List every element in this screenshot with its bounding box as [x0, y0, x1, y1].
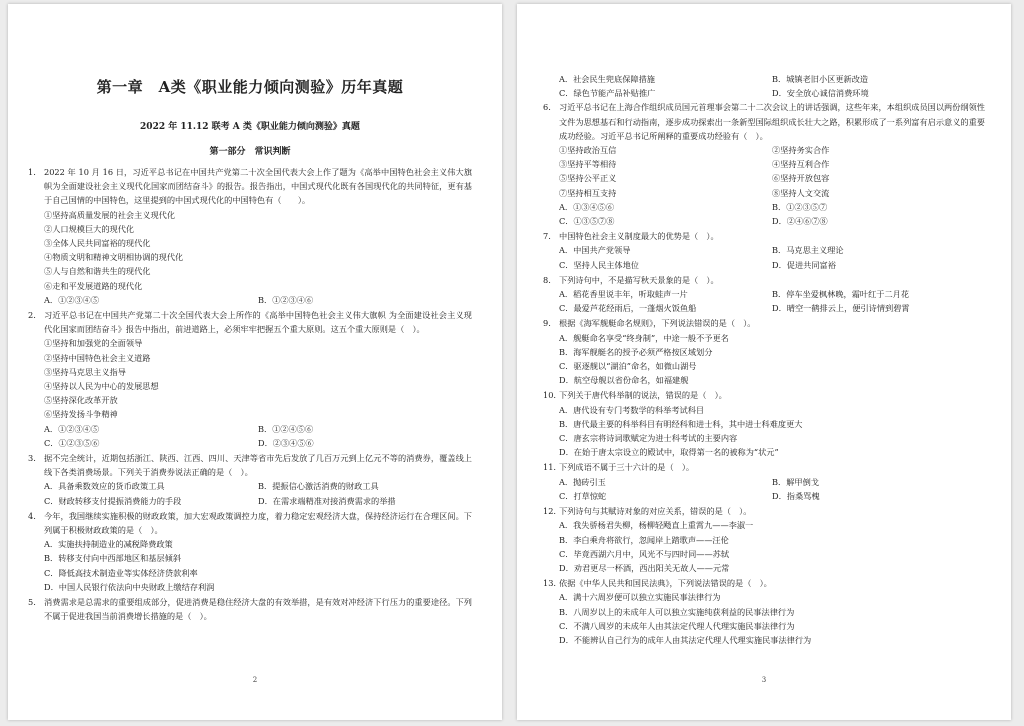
- statement-item: ④坚持互利合作: [772, 159, 830, 170]
- answer-option: D．安全放心诚信消费环境: [772, 88, 869, 99]
- answer-option: A．具备乘数效应的货币政策工具: [44, 481, 165, 492]
- statement-item: ⑥坚持发扬斗争精神: [44, 409, 118, 420]
- question-number: 3.: [28, 453, 36, 464]
- question: [28, 308, 472, 450]
- answer-options: [543, 287, 985, 315]
- answer-options: [543, 518, 985, 575]
- statement-item: ②坚持中国特色社会主义道路: [44, 352, 151, 363]
- page-3: [517, 4, 1011, 720]
- answer-options: [543, 590, 985, 647]
- page-3-content: [543, 72, 985, 648]
- answer-option: A．社会民生兜底保障措施: [559, 74, 655, 84]
- question: [28, 165, 472, 307]
- page-2-content: [28, 76, 472, 625]
- answer-option: D．促进共同富裕: [772, 259, 836, 270]
- question-text: 中国特色社会主义制度最大的优势是（ ）。: [559, 231, 719, 242]
- question-stem: [543, 504, 985, 518]
- statement-item: ⑤坚持深化改革开放: [44, 395, 118, 406]
- question-stem: [543, 273, 985, 287]
- question-stem: [543, 100, 985, 143]
- answer-option: A．舰艇命名享受“终身制”，中途一般不予更名: [559, 332, 729, 343]
- answer-option: A．我失骄杨君失柳，杨柳轻飏直上重霄九——李淑一: [559, 520, 754, 531]
- answer-option: C．驱逐舰以“湖泊”命名，如微山湖号: [559, 361, 697, 372]
- question-stem: [28, 451, 472, 479]
- question-number: 4.: [28, 510, 36, 521]
- answer-option: A．实施扶持制造业的减税降费政策: [44, 539, 173, 550]
- question-number: 7.: [543, 231, 551, 242]
- question: [543, 460, 985, 503]
- answer-option: B．提振信心激活消费的财政工具: [258, 481, 379, 492]
- question-text: 据不完全统计，近期包括浙江、陕西、江西、四川、天津等省市先后发放了几百万元到上亿元不等的消费券，覆盖线上线下各类消费场景。下列关于消费券说法正确的是（ ）。: [44, 453, 472, 478]
- question-text: 根据《海军舰艇命名规则》，下列说法错误的是（ ）。: [559, 318, 756, 329]
- answer-option: B．李白乘舟将欲行，忽闻岸上踏歌声——汪伦: [559, 534, 729, 545]
- statement-item: ⑥走和平发展道路的现代化: [44, 280, 143, 291]
- question-text: 依据《中华人民共和国民法典》，下列说法错误的是（ ）。: [559, 578, 772, 589]
- statement-item: ⑤坚持公平正义: [559, 173, 617, 184]
- answer-option: B．停车坐爱枫林晚，霜叶红于二月花: [772, 289, 910, 300]
- answer-option: C．毕竟西湖六月中，风光不与四时同——苏轼: [559, 548, 730, 559]
- answer-option: A．①②③④⑤: [44, 423, 100, 434]
- question: [543, 273, 985, 316]
- statement-item: ③全体人民共同富裕的现代化: [44, 238, 151, 249]
- question-text: 消费需求是总需求的重要组成部分，促进消费是稳住经济大盘的有效举措，是有效对冲经济下行压力的重要途径。下列不属于促进我国当前消费增长措施的是（ ）。: [44, 597, 472, 622]
- answer-option: D．晴空一鹤排云上，便引诗情到碧霄: [772, 303, 910, 314]
- continued-options: [543, 72, 985, 100]
- question-number: 5.: [28, 597, 36, 608]
- answer-options: [543, 403, 985, 460]
- answer-options: [543, 475, 985, 503]
- answer-option: B．转移支付向中西部地区和基层倾斜: [44, 553, 182, 564]
- statement-item: ③坚持平等相待: [559, 159, 617, 170]
- question: [543, 504, 985, 575]
- question: [543, 100, 985, 228]
- answer-option: C．降低高技术制造业等实体经济贷款利率: [44, 567, 198, 578]
- answer-option: C．绿色节能产品补贴推广: [559, 88, 656, 99]
- question-number: 6.: [543, 102, 551, 113]
- statement-item: ②人口规模巨大的现代化: [44, 223, 135, 234]
- answer-options: [28, 293, 472, 307]
- answer-option: C．坚持人民主体地位: [559, 259, 639, 270]
- question-stem: [543, 388, 985, 402]
- answer-options: [543, 331, 985, 388]
- answer-option: B．①②④⑤⑥: [258, 423, 314, 434]
- answer-options: [28, 537, 472, 594]
- page-number: 2: [252, 676, 258, 684]
- answer-option: C．①③⑤⑦⑧: [559, 216, 615, 227]
- question-stem: [28, 509, 472, 537]
- question: [28, 451, 472, 508]
- statement-item: ①坚持高质量发展的社会主义现代化: [44, 209, 176, 220]
- statement-list: [28, 208, 472, 293]
- answer-option: A．唐代设有专门考数学的科举考试科目: [559, 404, 705, 415]
- answer-option: D．②④⑥⑦⑧: [772, 216, 828, 227]
- statement-item: ④物质文明和精神文明相协调的现代化: [44, 252, 184, 263]
- question-number: 8.: [543, 274, 551, 285]
- statement-item: ⑦坚持相互支持: [559, 187, 617, 198]
- question-number: 9.: [543, 318, 551, 329]
- question-number: 10.: [543, 390, 557, 401]
- question: [543, 316, 985, 387]
- answer-option: B．解甲倒戈: [772, 476, 819, 487]
- answer-option: D．不能辨认自己行为的成年人由其法定代理人代理实施民事法律行为: [559, 634, 812, 645]
- question-text: 今年，我国继续实施积极的财政政策，加大宏观政策调控力度，着力稳定宏观经济大盘，保持经济运行在合理区间。下列属于积极财政政策的是（ ）。: [44, 510, 472, 536]
- answer-option: B．八周岁以上的未成年人可以独立实施纯获利益的民事法律行为: [559, 606, 795, 617]
- question: [28, 509, 472, 594]
- answer-option: D．中国人民银行依法向中央财政上缴结存利润: [44, 581, 215, 592]
- statement-item: ⑥坚持开放包容: [772, 173, 830, 184]
- answer-options: [543, 200, 985, 228]
- answer-options: [28, 422, 472, 450]
- question-text: 下列成语不属于三十六计的是（ ）。: [559, 462, 695, 473]
- answer-options: [543, 243, 985, 271]
- answer-option: A．中国共产党领导: [559, 245, 631, 256]
- question-number: 12.: [543, 506, 557, 517]
- statement-grid: [543, 143, 985, 200]
- question-number: 11.: [543, 462, 557, 473]
- question: [543, 388, 985, 459]
- question: [28, 595, 472, 623]
- statement-item: ④坚持以人民为中心的发展思想: [44, 381, 159, 392]
- page-number: 3: [761, 676, 767, 684]
- question-text: 习近平总书记在上海合作组织成员国元首理事会第二十二次会议上的讲话强调，这些年来，本组织成员国以两份纲领性文件为思想基石和行动指南，逐步成功探索出一条新型国际组织成长壮大之路，积累形成了一系列富有启示意义的重要成功经验。习近平总书记所阐释的重要成功经验有（ ）。: [559, 102, 985, 141]
- answer-option: A．①②③④⑤: [44, 294, 100, 305]
- answer-option: D．航空母舰以省份命名，如福建舰: [559, 375, 689, 386]
- page-2: [8, 4, 502, 720]
- statement-list: [28, 336, 472, 421]
- exam-title: 2022 年 11.12 联考 A 类《职业能力倾向测验》真题: [140, 122, 360, 132]
- statement-item: ⑧坚持人文交流: [772, 187, 830, 198]
- answer-option: C．唐玄宗将诗词歌赋定为进士科考试的主要内容: [559, 433, 738, 444]
- question-stem: [28, 165, 472, 208]
- answer-option: C．不满八周岁的未成年人由其法定代理人代理实施民事法律行为: [559, 620, 795, 631]
- question-stem: [543, 316, 985, 330]
- answer-options: [28, 479, 472, 507]
- answer-option: D．在需求端精准对接消费需求的举措: [258, 495, 396, 506]
- answer-option: C．最爱芦花经雨后，一蓬烟火饭鱼船: [559, 303, 697, 314]
- answer-option: A．满十六周岁便可以独立实施民事法律行为: [559, 592, 721, 603]
- question: [543, 229, 985, 272]
- question-stem: [543, 460, 985, 474]
- question-stem: [543, 576, 985, 590]
- answer-option: D．②③④⑤⑥: [258, 437, 314, 448]
- chapter-title: 第一章 A类《职业能力倾向测验》历年真题: [96, 78, 404, 96]
- question-number: 2.: [28, 310, 36, 321]
- question-text: 习近平总书记在中国共产党第二十次全国代表大会上所作的《高举中国特色社会主义伟大旗帜 为全面建设社会主义现代化国家而团结奋斗》报告中指出，前进道路上，必须牢牢把握五个重大原则。这五个重大原则是（ ）。: [44, 310, 472, 335]
- statement-item: ①坚持和加强党的全面领导: [44, 338, 143, 349]
- answer-option: A．稻花香里说丰年，听取蛙声一片: [559, 289, 688, 300]
- answer-option: B．海军舰艇名的授予必须严格按区域划分: [559, 346, 713, 357]
- part-title: 第一部分 常识判断: [209, 147, 291, 157]
- answer-option: B．①②③④⑥: [258, 294, 314, 305]
- statement-item: ③坚持马克思主义指导: [44, 366, 126, 377]
- answer-option: B．马克思主义理论: [772, 245, 844, 256]
- answer-option: D．在始于唐太宗设立的殿试中，取得第一名的被称为“状元”: [559, 447, 779, 458]
- answer-option: D．指桑骂槐: [772, 490, 820, 501]
- question-text: 下列诗句与其赋诗对象的对应关系，错误的是（ ）。: [559, 506, 752, 517]
- answer-option: D．劝君更尽一杯酒，西出阳关无故人——元常: [559, 562, 730, 573]
- question-number: 1.: [28, 167, 36, 177]
- question-text: 2022 年 10 月 16 日，习近平总书记在中国共产党第二十次全国代表大会上作了题为《高举中国特色社会主义伟大旗帜为全面建设社会主义现代化国家而团结奋斗》的报告。报告指出，中国式现代化既有各国现代化的共同特征，更有基于自己国情的中国特色，这里提到的中国式现代化的中国特色有（ ）。: [44, 167, 472, 206]
- question-text: 下列关于唐代科举制的说法，错误的是（ ）。: [559, 390, 727, 401]
- question-text: 下列诗句中，不是描写秋天景象的是（ ）。: [559, 274, 719, 285]
- answer-option: C．打草惊蛇: [559, 490, 607, 501]
- question-number: 13.: [543, 578, 557, 589]
- question: [543, 576, 985, 647]
- question-stem: [28, 308, 472, 336]
- answer-option: B．①②③⑤⑦: [772, 201, 828, 212]
- question-list: [28, 165, 472, 624]
- answer-option: B．城镇老旧小区更新改造: [772, 74, 869, 84]
- question-stem: [543, 229, 985, 243]
- question-list: [543, 100, 985, 647]
- question-stem: [28, 595, 472, 623]
- answer-option: A．①③④⑤⑥: [559, 201, 615, 212]
- statement-item: ⑤人与自然和谐共生的现代化: [44, 266, 151, 277]
- answer-option: B．唐代最主要的科举科目有明经科和进士科，其中进士科难度更大: [559, 418, 803, 429]
- statement-item: ①坚持政治互信: [559, 145, 617, 156]
- statement-item: ②坚持务实合作: [772, 145, 830, 156]
- answer-option: A．抛砖引玉: [559, 476, 606, 487]
- answer-option: C．①②③⑤⑥: [44, 437, 100, 448]
- answer-option: C．财政转移支付提振消费能力的手段: [44, 495, 182, 506]
